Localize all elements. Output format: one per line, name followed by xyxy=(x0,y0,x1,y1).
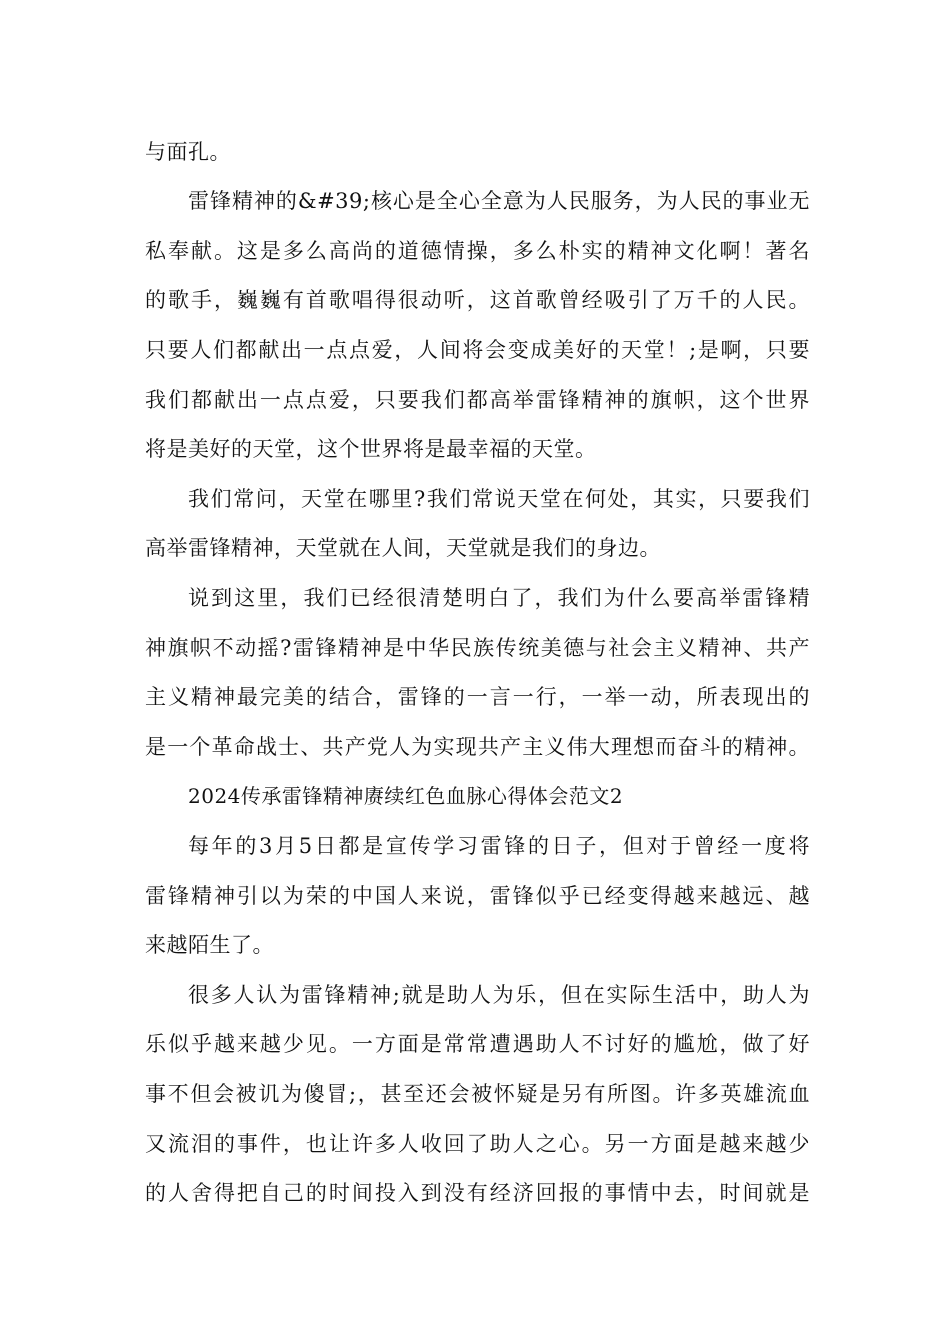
text-line: 雷锋精神引以为荣的中国人来说，雷锋似乎已经变得越来越远、越 xyxy=(145,884,810,908)
section-heading: 2024传承雷锋精神赓续红色血脉心得体会范文2 xyxy=(188,784,624,808)
text-line: 事不但会被讥为傻冒;，甚至还会被怀疑是另有所图。许多英雄流血 xyxy=(145,1082,810,1106)
text-line: 的歌手，巍巍有首歌唱得很动听，这首歌曾经吸引了万千的人民。 xyxy=(145,288,810,312)
text-line: 又流泪的事件，也让许多人收回了助人之心。另一方面是越来越少 xyxy=(145,1132,810,1156)
paragraph-start: 很多人认为雷锋精神;就是助人为乐，但在实际生活中，助人为 xyxy=(188,983,810,1007)
text-line: 主义精神最完美的结合，雷锋的一言一行，一举一动，所表现出的 xyxy=(145,685,810,709)
text-line: 乐似乎越来越少见。一方面是常常遭遇助人不讨好的尴尬，做了好 xyxy=(145,1032,810,1056)
text-line: 与面孔。 xyxy=(145,140,231,164)
paragraph-start: 雷锋精神的&#39;核心是全心全意为人民服务，为人民的事业无 xyxy=(188,189,810,213)
paragraph-start: 说到这里，我们已经很清楚明白了，我们为什么要高举雷锋精 xyxy=(188,586,810,610)
paragraph-start: 每年的3月5日都是宣传学习雷锋的日子，但对于曾经一度将 xyxy=(188,834,810,858)
text-line: 高举雷锋精神，天堂就在人间，天堂就是我们的身边。 xyxy=(145,536,661,560)
text-line: 来越陌生了。 xyxy=(145,933,274,957)
text-line: 私奉献。这是多么高尚的道德情操，多么朴实的精神文化啊！著名 xyxy=(145,239,810,263)
text-line: 神旗帜不动摇?雷锋精神是中华民族传统美德与社会主义精神、共产 xyxy=(145,636,810,660)
paragraph-start: 我们常问，天堂在哪里?我们常说天堂在何处，其实，只要我们 xyxy=(188,487,810,511)
text-line: 将是美好的天堂，这个世界将是最幸福的天堂。 xyxy=(145,437,597,461)
text-line: 是一个革命战士、共产党人为实现共产主义伟大理想而奋斗的精神。 xyxy=(145,735,810,759)
text-line: 只要人们都献出一点点爱，人间将会变成美好的天堂！;是啊，只要 xyxy=(145,338,810,362)
text-line: 我们都献出一点点爱，只要我们都高举雷锋精神的旗帜，这个世界 xyxy=(145,388,810,412)
text-line: 的人舍得把自己的时间投入到没有经济回报的事情中去，时间就是 xyxy=(145,1181,810,1205)
